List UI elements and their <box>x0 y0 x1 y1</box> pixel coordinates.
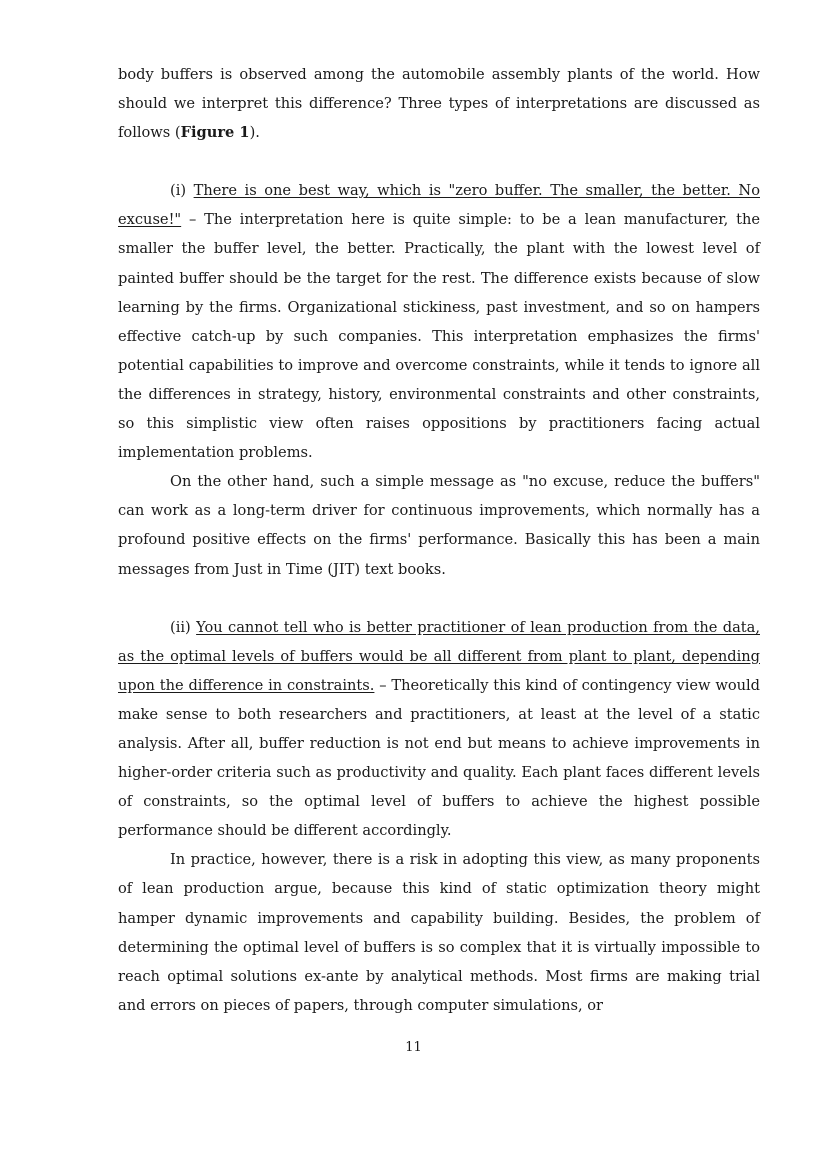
page-number: 11 <box>405 1040 422 1055</box>
underlined-claim: You cannot tell who is better practitioner of lean production from the data, as the optimal levels of buffers would be all different from plant to plant, depending upon the difference in constraints. <box>118 618 760 694</box>
paragraph-intro <box>118 60 760 147</box>
paragraph-interpretation-ii <box>118 613 760 846</box>
text-segment: In practice, however, there is a risk in adopting this view, as many proponents of lean production argue, because this kind of static optimization theory might hamper dynamic improvements and capability building. Besides, the problem of determining the optimal level of buffers is so complex that it is virtually impossible to reach optimal solutions ex-ante by analytical methods. Most firms are making trial and errors on pieces of papers, through computer simulations, or <box>118 851 760 1014</box>
underlined-claim: There is one best way, which is "zero buffer. The smaller, the better. No excuse!" <box>118 182 760 229</box>
text-segment: ). <box>249 124 260 142</box>
list-marker: (i) <box>170 182 194 200</box>
figure-reference: Figure 1 <box>180 124 250 142</box>
text-segment: body buffers is observed among the automobile assembly plants of the world. How should we interpret this difference? Three types of interpretations are discussed as follows ( <box>118 66 760 142</box>
paragraph-counterpoint <box>118 467 760 583</box>
paragraph-in-practice <box>118 845 760 1020</box>
list-marker: (ii) <box>170 618 197 636</box>
paragraph-interpretation-i <box>118 176 760 467</box>
text-segment: – The interpretation here is quite simple: to be a lean manufacturer, the smaller the buffer level, the better. Practically, the plant with the lowest level of painted buffer should be the target for the rest. The difference exists because of slow learning by the firms. Organizational stickiness, past investment, and so on hampers effective catch-up by such companies. This interpretation emphasizes the firms' potential capabilities to improve and overcome constraints, while it tends to ignore all the differences in strategy, history, environmental constraints and other constraints, so this simplistic view often raises oppositions by practitioners facing actual implementation problems. <box>118 211 760 462</box>
text-segment: – Theoretically this kind of contingency view would make sense to both researchers and practitioners, at least at the level of a static analysis. After all, buffer reduction is not end but means to achieve improvements in higher-order criteria such as productivity and quality. Each plant faces different levels of constraints, so the optimal level of buffers to achieve the highest possible performance should be different accordingly. <box>118 676 761 840</box>
text-segment: On the other hand, such a simple message as "no excuse, reduce the buffers" can work as a long-term driver for continuous improvements, which normally has a profound positive effects on the firms' performance. Basically this has been a main messages from Just in Time (JIT) text books. <box>118 473 760 578</box>
body-text <box>118 60 760 1020</box>
